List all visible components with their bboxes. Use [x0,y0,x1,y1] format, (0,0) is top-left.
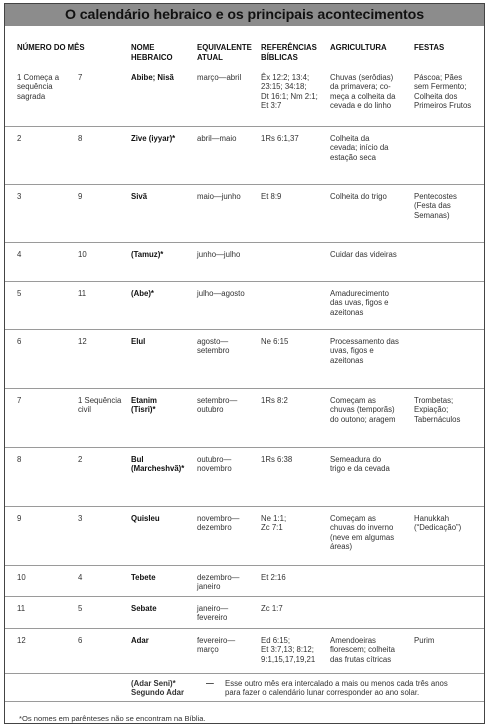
cell-refs: Et 8:9 [261,192,282,201]
cell-equiv: janeiro— fevereiro [197,604,229,623]
cell-n2: 4 [78,573,83,582]
cell-equiv: junho—julho [197,250,241,259]
footnote-divider [5,701,484,702]
cell-agri: Cuidar das videiras [330,250,397,259]
cell-name: Sebate [131,604,157,613]
cell-equiv: julho—agosto [197,289,245,298]
cell-name: (Abe)* [131,289,154,298]
cell-equiv: maio—junho [197,192,241,201]
cell-equiv: agosto— setembro [197,337,230,356]
cell-n1: 1 Começa a sequência sagrada [17,73,60,101]
extra-dash: — [206,679,214,688]
cell-n1: 7 [17,396,22,405]
footnote: *Os nomes em parênteses não se encontram na Bíblia. [19,714,206,723]
cell-name: Elul [131,337,146,346]
cell-equiv: fevereiro— março [197,636,236,655]
cell-agri: Começam as chuvas (temporãs) do outono; aragem [330,396,396,424]
cell-name: Adar [131,636,149,645]
header-hebrew-name: NOME HEBRAICO [131,43,173,62]
cell-fest: Trombetas; Expiação; Tabernáculos [414,396,461,424]
cell-n2: 1 Sequência civil [78,396,122,415]
cell-n2: 8 [78,134,83,143]
cell-name: Quisleu [131,514,160,523]
cell-refs: Ne 1:1; Zc 7:1 [261,514,287,533]
cell-refs: Êx 12:2; 13:4; 23:15; 34:18; Dt 16:1; Nm 2:1; Et 3:7 [261,73,318,111]
cell-name: Sivã [131,192,148,201]
table-row [5,596,484,629]
cell-equiv: outubro— novembro [197,455,232,474]
header-month-number: NÚMERO DO MÊS [17,43,85,52]
header-bible-references: REFERÊNCIAS BÍBLICAS [261,43,317,62]
cell-refs: 1Rs 8:2 [261,396,288,405]
cell-fest: Páscoa; Pães sem Fermento; Colheita dos Primeiros Frutos [414,73,472,111]
extra-note: Esse outro mês era intercalado a mais ou menos cada três anos para fazer o calendário lunar corresponder ao ano solar. [225,679,448,698]
cell-name: Abibe; Nisã [131,73,174,82]
cell-n2: 5 [78,604,83,613]
cell-n2: 7 [78,73,83,82]
cell-n1: 10 [17,573,26,582]
cell-n1: 6 [17,337,22,346]
cell-refs: Ed 6:15; Et 3:7,13; 8:12; 9:1,15,17,19,21 [261,636,316,664]
cell-n1: 8 [17,455,22,464]
cell-agri: Amadurecimento das uvas, figos e azeitonas [330,289,389,317]
cell-fest: Pentecostes (Festa das Semanas) [414,192,457,220]
table-row [5,565,484,597]
cell-name: Zive (iyyar)* [131,134,176,143]
cell-n1: 9 [17,514,22,523]
cell-n2: 9 [78,192,83,201]
table-title: O calendário hebraico e os principais acontecimentos [5,4,484,26]
table-row [5,329,484,389]
extra-month-name: (Adar Seni)* Segundo Adar [131,679,184,698]
cell-fest: Purim [414,636,435,645]
table-row [5,506,484,566]
cell-agri: Colheita da cevada; início da estação seca [330,134,389,162]
cell-n1: 2 [17,134,22,143]
cell-agri: Semeadura do trigo e da cevada [330,455,390,474]
cell-refs: 1Rs 6:38 [261,455,293,464]
table-row [5,628,484,674]
cell-n2: 12 [78,337,87,346]
cell-n1: 4 [17,250,22,259]
cell-agri: Processamento das uvas, figos e azeitonas [330,337,399,365]
cell-fest: Hanukkah (“Dedicação”) [414,514,462,533]
cell-name: Etanim (Tisri)* [131,396,157,415]
cell-n1: 3 [17,192,22,201]
cell-refs: Ne 6:15 [261,337,289,346]
cell-n1: 5 [17,289,22,298]
header-festivals: FESTAS [414,43,445,52]
cell-equiv: novembro— dezembro [197,514,240,533]
cell-n2: 3 [78,514,83,523]
table-row [5,126,484,185]
cell-agri: Amendoeiras florescem; colheita das frutas cítricas [330,636,396,664]
cell-n1: 12 [17,636,26,645]
cell-equiv: abril—maio [197,134,237,143]
table-row [5,65,484,127]
cell-refs: Zc 1:7 [261,604,283,613]
table-row [5,281,484,330]
calendar-table [4,3,485,724]
cell-n2: 10 [78,250,87,259]
cell-name: (Tamuz)* [131,250,164,259]
cell-refs: 1Rs 6:1,37 [261,134,299,143]
cell-n1: 11 [17,604,26,613]
cell-agri: Chuvas (serôdias) da primavera; co- meça a colheita da cevada e do linho [330,73,396,111]
cell-n2: 11 [78,289,87,298]
table-row [5,242,484,282]
cell-equiv: setembro— outubro [197,396,238,415]
cell-refs: Et 2:16 [261,573,286,582]
cell-agri: Colheita do trigo [330,192,387,201]
table-row [5,447,484,507]
cell-n2: 2 [78,455,83,464]
cell-n2: 6 [78,636,83,645]
table-row [5,184,484,243]
table-row [5,388,484,448]
cell-name: Tebete [131,573,156,582]
header-agriculture: AGRICULTURA [330,43,387,52]
cell-name: Bul (Marcheshvã)* [131,455,185,474]
cell-agri: Começam as chuvas do inverno (neve em algumas áreas) [330,514,395,552]
cell-equiv: dezembro— janeiro [197,573,240,592]
header-current-equivalent: EQUIVALENTE ATUAL [197,43,252,62]
cell-equiv: março—abril [197,73,242,82]
